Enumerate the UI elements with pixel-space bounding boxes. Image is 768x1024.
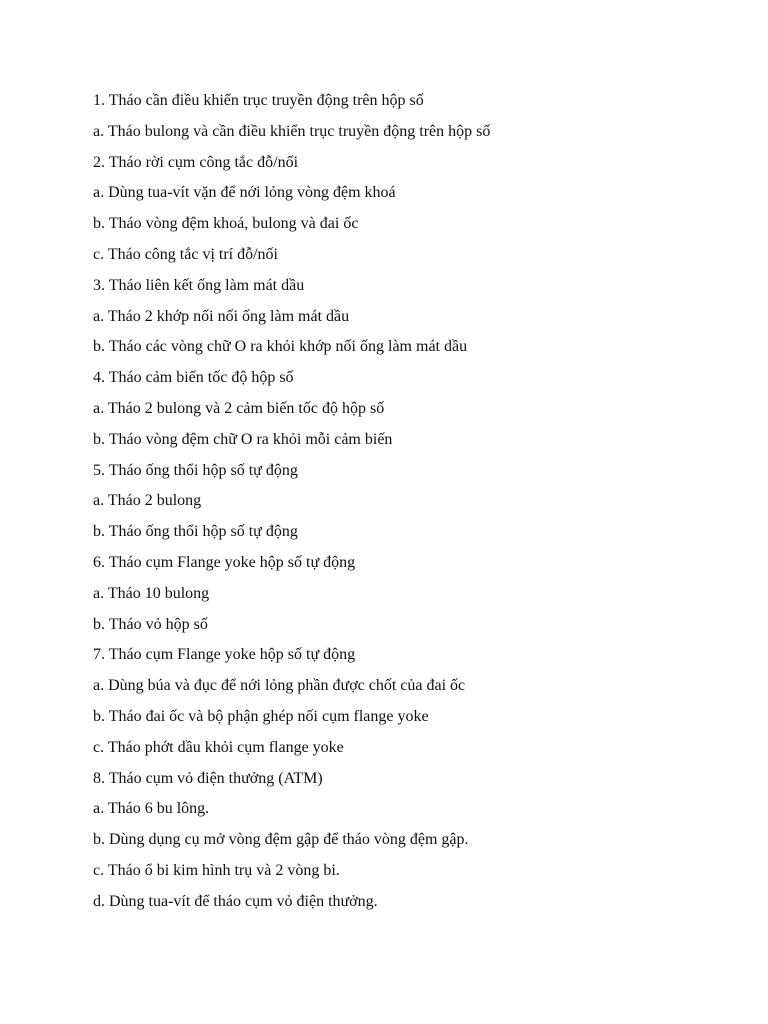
step-heading: 3. Tháo liên kết ống làm mát dầu: [93, 276, 305, 294]
step-item: a. Dùng búa và đục để nới lỏng phần được chốt của đai ốc: [93, 677, 466, 695]
step-item: a. Tháo 2 bulong: [93, 492, 202, 510]
step-item: c. Tháo phớt dầu khỏi cụm flange yoke: [93, 738, 344, 756]
step-heading: 5. Tháo ống thổi hộp số tự động: [93, 461, 298, 479]
step-item: b. Tháo vỏ hộp số: [93, 615, 208, 633]
step-item: b. Tháo đai ốc và bộ phận ghép nối cụm flange yoke: [93, 707, 429, 725]
instruction-list: [93, 86, 733, 918]
step-item: b. Tháo ống thổi hộp số tự động: [93, 523, 298, 541]
step-item: a. Tháo bulong và cần điều khiển trục truyền động trên hộp số: [93, 122, 491, 140]
step-item: b. Dùng dụng cụ mở vòng đệm gập để tháo vòng đệm gập.: [93, 831, 469, 849]
step-item: a. Tháo 6 bu lông.: [93, 800, 210, 818]
step-item: a. Tháo 10 bulong: [93, 584, 210, 602]
step-item: a. Tháo 2 khớp nối nối ống làm mát dầu: [93, 307, 350, 325]
step-heading: 2. Tháo rời cụm công tắc đỗ/nối: [93, 153, 299, 171]
step-item: b. Tháo vòng đệm chữ O ra khỏi mỗi cảm biến: [93, 430, 393, 448]
step-heading: 7. Tháo cụm Flange yoke hộp số tự động: [93, 646, 356, 664]
step-item: c. Tháo công tắc vị trí đỗ/nối: [93, 245, 278, 263]
step-heading: 6. Tháo cụm Flange yoke hộp số tự động: [93, 553, 356, 571]
step-item: d. Dùng tua-vít để tháo cụm vỏ điện thưởng.: [93, 892, 378, 910]
step-heading: 1. Tháo cần điều khiển trục truyền động trên hộp số: [93, 92, 424, 109]
step-item: b. Tháo các vòng chữ O ra khỏi khớp nối ống làm mát dầu: [93, 338, 468, 356]
step-heading: 8. Tháo cụm vỏ điện thưởng (ATM): [93, 769, 323, 787]
step-item: c. Tháo ổ bi kim hình trụ và 2 vòng bi.: [93, 861, 340, 879]
step-item: a. Dùng tua-vít vặn để nới lỏng vòng đệm khoá: [93, 184, 396, 202]
step-item: b. Tháo vòng đệm khoá, bulong và đai ốc: [93, 215, 359, 233]
step-item: a. Tháo 2 bulong và 2 cảm biến tốc độ hộp số: [93, 399, 385, 417]
step-heading: 4. Tháo cảm biến tốc độ hộp số: [93, 369, 294, 387]
